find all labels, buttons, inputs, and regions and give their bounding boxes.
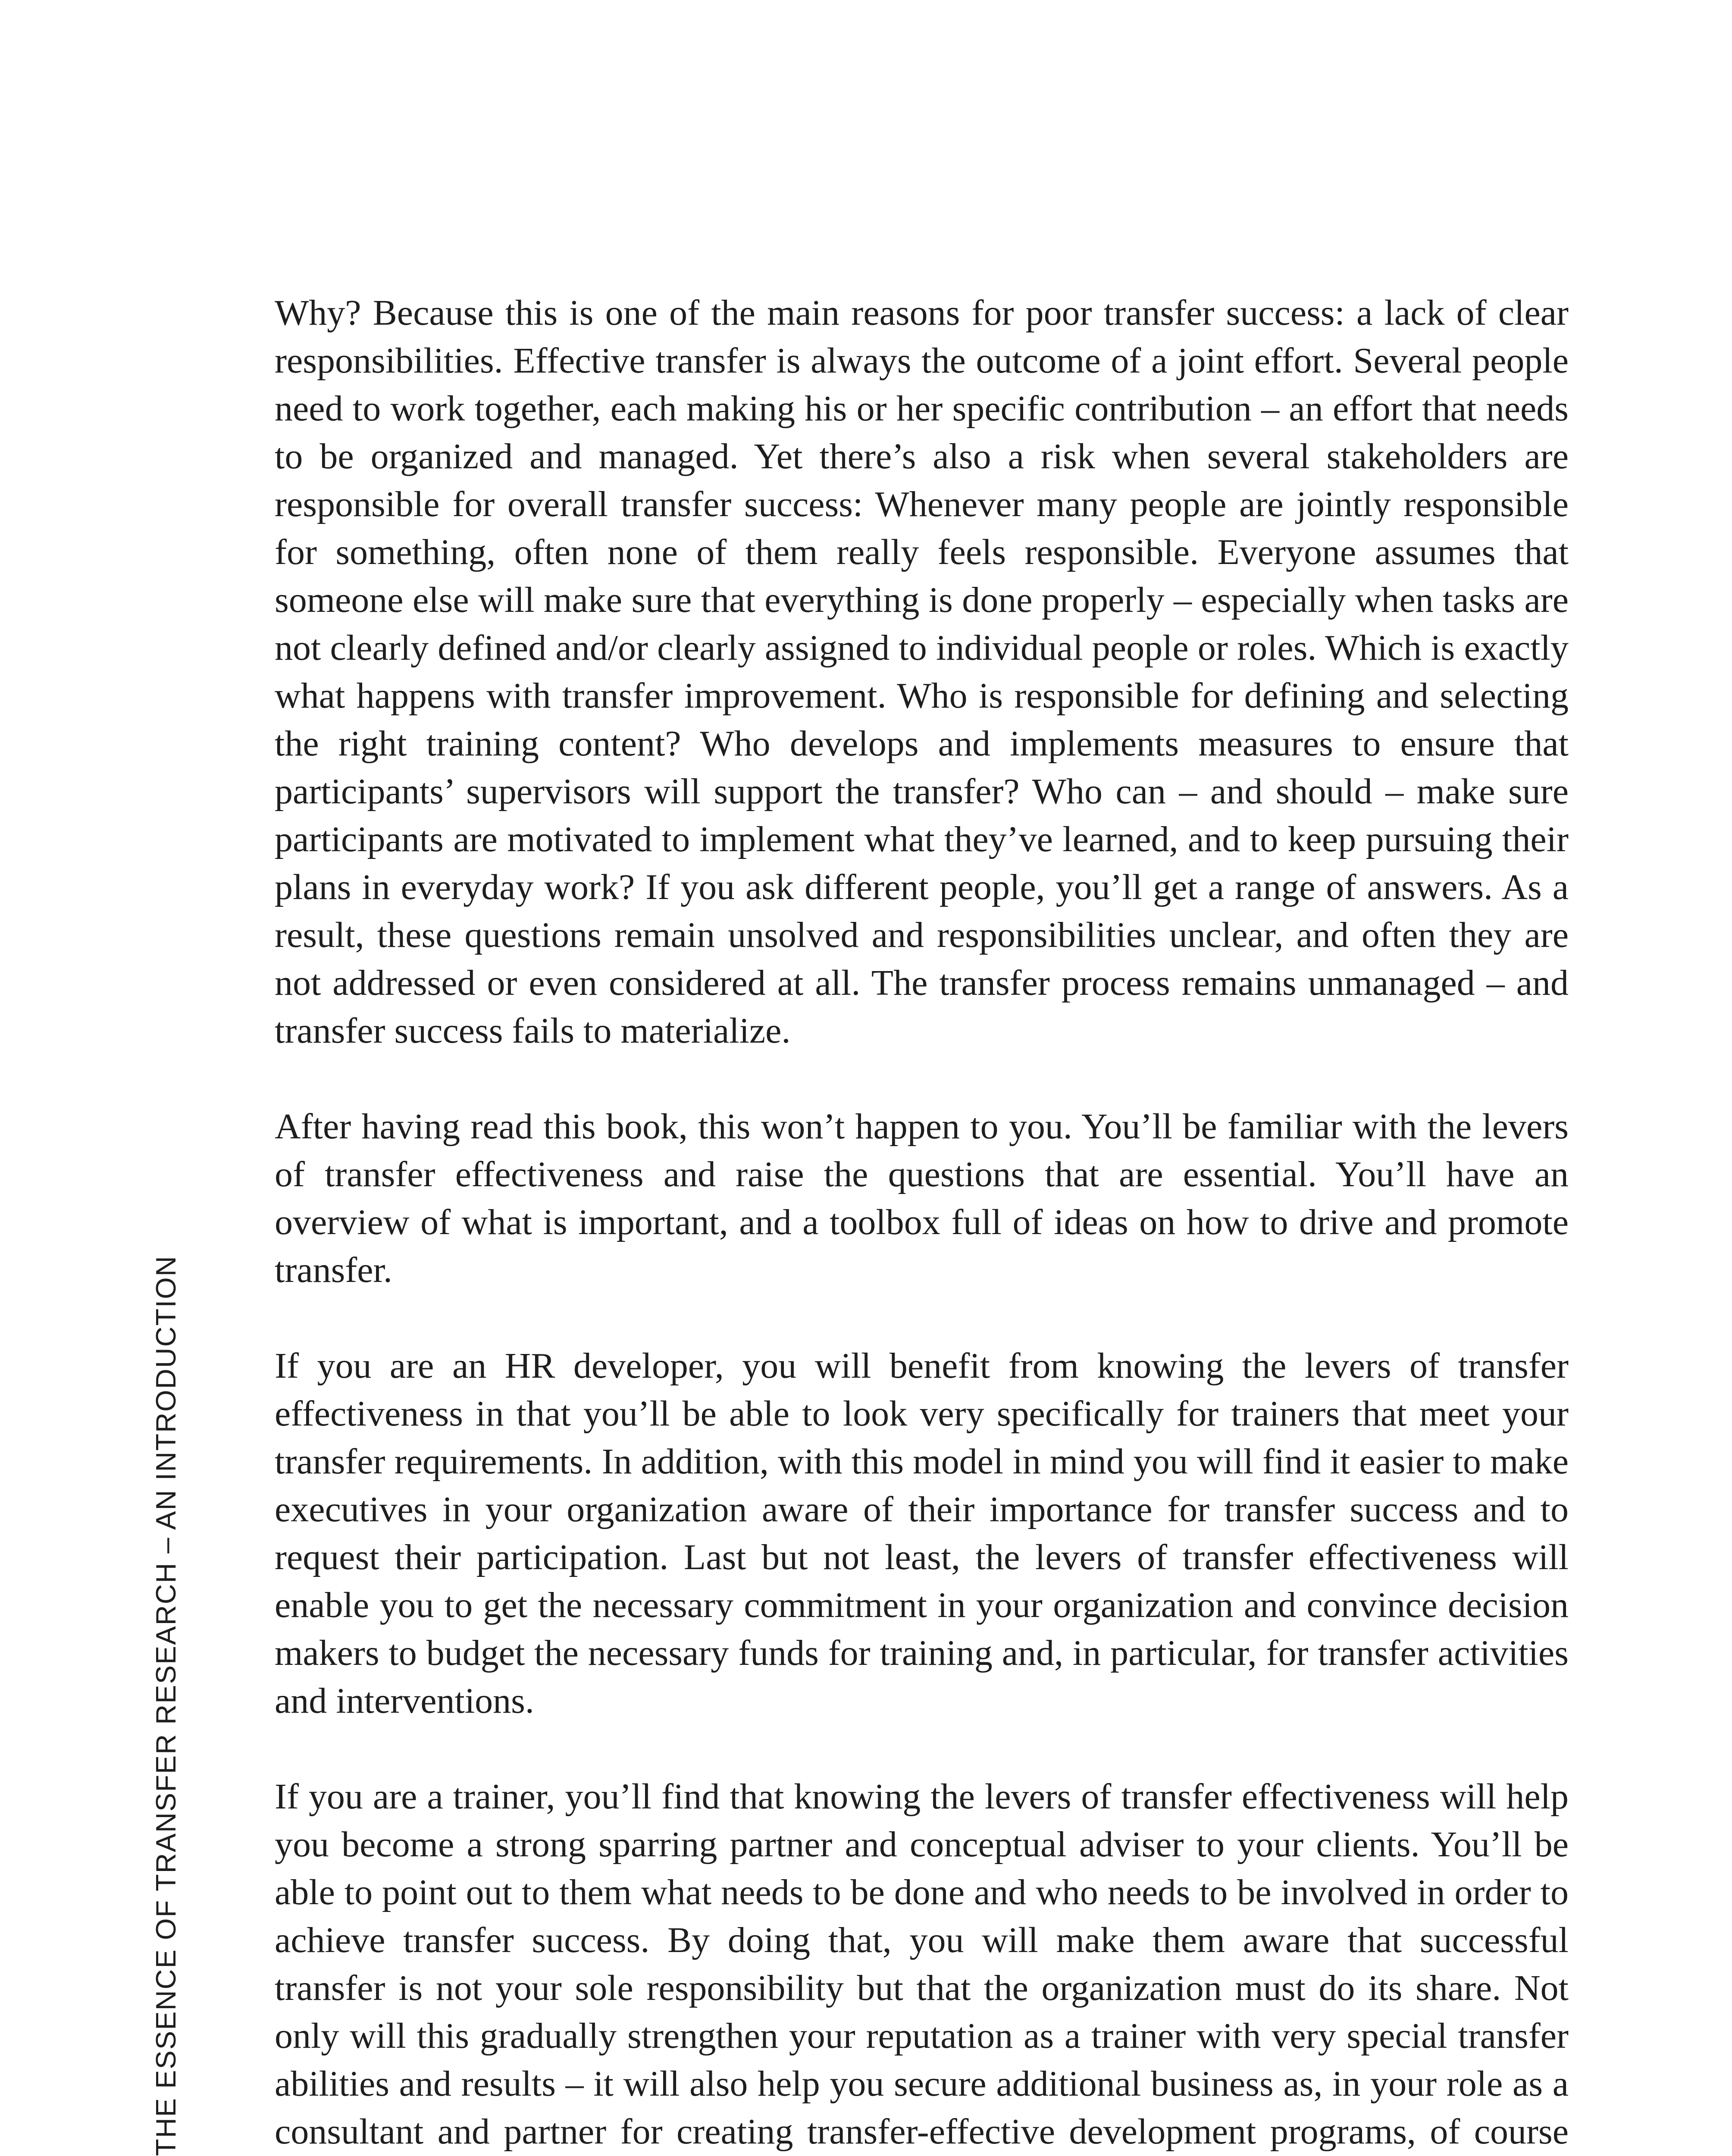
running-head: THE ESSENCE OF TRANSFER RESEARCH – AN INTRODUCTION	[150, 1255, 182, 2156]
paragraph-trainer: If you are a trainer, you’ll find that knowing the levers of transfer effectiveness will help you become a strong sparring partner and conceptual adviser to your clients. You’ll be able to point out to them what needs to be done and who needs to be involved in order to achieve transfer success. By doing that, you will make them aware that successful transfer is not your sole responsibility but that the organization must do its share. Not only will this gradually strengthen your reputation as a trainer with very special transfer abilities and results – it will also help you secure additional business as, in your role as a consultant and partner for creating transfer-effective development programs, of course	[275, 1777, 1569, 2152]
body-text	[275, 289, 1569, 2156]
paragraph-hr-developer: If you are an HR developer, you will benefit from knowing the levers of transfer effectiveness in that you’ll be able to look very specifically for trainers that meet your transfer requirements. In addition, with this model in mind you will find it easier to make executives in your organization aware of their importance for transfer success and to request their participation. Last but not least, the levers of transfer effectiveness will enable you to get the necessary commitment in your organization and convince decision makers to budget the necessary funds for training and, in particular, for transfer activities and interventions.	[275, 1346, 1569, 1721]
paragraph-responsibilities: Why? Because this is one of the main reasons for poor transfer success: a lack of clear responsibilities. Effective transfer is always the outcome of a joint effort. Several people need to work together, each making his or her specific contribution – an effort that needs to be organized and managed. Yet there’s also a risk when several stakeholders are responsible for overall transfer success: Whenever many people are jointly responsible for something, often none of them really feels responsible. Everyone assumes that someone else will make sure that everything is done properly – especially when tasks are not clearly defined and/or clearly assigned to individual people or roles. Which is exactly what happens with transfer improvement. Who is responsible for defining and selecting the right training content? Who develops and implements measures to ensure that participants’ supervisors will support the transfer? Who can – and should – make sure participants are motivated to implement what they’ve learned, and to keep pursuing their plans in everyday work? If you ask different people, you’ll get a range of answers. As a result, these questions remain unsolved and responsibilities unclear, and often they are not addressed or even considered at all. The transfer process remains unmanaged – and transfer success fails to materialize.	[275, 293, 1569, 1051]
paragraph-after-reading: After having read this book, this won’t happen to you. You’ll be familiar with the levers of transfer effectiveness and raise the questions that are essential. You’ll have an overview of what is important, and a toolbox full of ideas on how to drive and promote transfer.	[275, 1106, 1569, 1290]
